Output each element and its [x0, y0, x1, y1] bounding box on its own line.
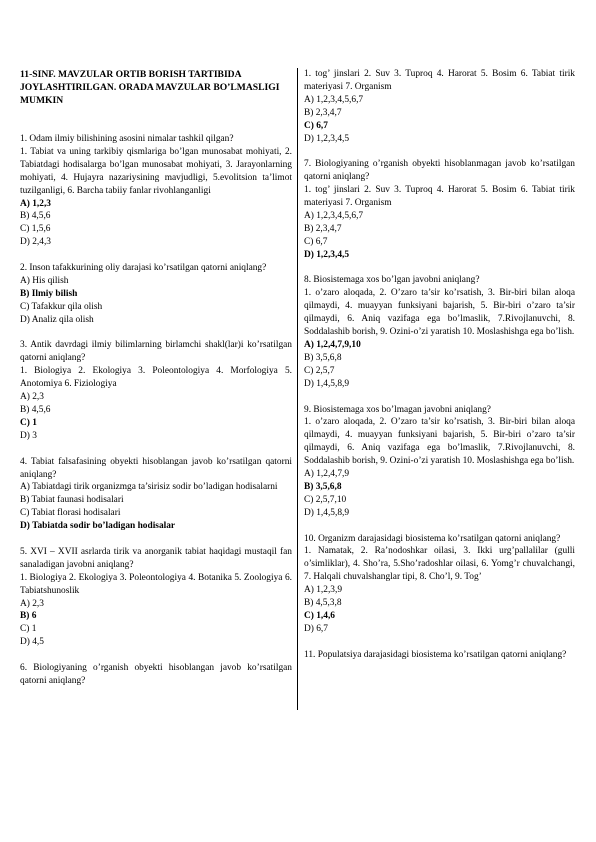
question-block [20, 339, 292, 442]
answer-option: D) 6,7 [304, 623, 328, 634]
answer-option: B) 3,5,6,8 [304, 352, 342, 363]
question-items: 1. Namatak, 2. Ra’nodoshkar oilasi, 3. Ikki urg’pallalilar (gulli o’simliklar), 4. Sho’ra, 5.Sho’radoshlar oilasi, 6. Yomg’r chuvalchangi, 7. Halqali chuvalshanglar tipi, 8. Cho’l, 9. Tog’ [304, 546, 575, 583]
question-items: 1. Tabiat va uning tarkibiy qismlariga bo’lgan munosabat mohiyati, 2. Tabiatdagi hodisalarga bo’lgan munosabat mohiyati, 3. Jarayonlarning mohiyati, 4. Hujayra nazariysining mavjudligi, 5.evolitsion ta’limot tuzilganligi, 6. Barcha tabiiy fanlar rivohlanganligi [20, 146, 292, 196]
right-column [304, 68, 575, 675]
answer-option: C) 2,5,7,10 [304, 494, 347, 505]
question-block [20, 262, 292, 327]
question-items: 1. o’zaro aloqada, 2. O’zaro ta’sir ko’rsatish, 3. Bir-biri bilan aloqa qilmaydi, 4. muayyan funksiyani bajarish, 5. Bir-biri o’zaro ta’sir qilmaydi, 6. Aniq vazifaga ega bo’lmaslik, 7.Rivojlanuvchi, 8. Soddalashib borish, 9. Ozini-o’zi yaratish 10. Moslashishga ega bo’lish. [304, 417, 575, 467]
document-title: 11-SINF. MAVZULAR ORTIB BORISH TARTIBIDA JOYLASHTIRILGAN. ORADA MAVZULAR BO’LMASLIGI MUMKIN [20, 69, 280, 106]
question-stem: 2. Inson tafakkurining oliy darajasi ko’rsatilgan qatorni aniqlang? [20, 263, 267, 274]
question-block [304, 68, 575, 145]
question-stem: 7. Biologiyaning o’rganish obyekti hisoblanmagan javob ko’rsatilgan qatorni aniqlang? [304, 159, 575, 183]
answer-option: B) 4,5,6 [20, 211, 51, 222]
answer-option: D) 2,4,3 [20, 237, 51, 248]
answer-option: C) 1,5,6 [20, 224, 51, 235]
question-stem: 4. Tabiat falsafasining obyekti hisoblangan javob ko’rsatilgan qatorni aniqlang? [20, 456, 292, 480]
answer-option-correct: B) 3,5,6,8 [304, 481, 342, 492]
question-stem: 3. Antik davrdagi ilmiy bilimlarning birlamchi shakl(lar)i ko’rsatilgan qatorni aniqlang? [20, 340, 292, 364]
question-block [304, 533, 575, 636]
column-divider [297, 68, 298, 710]
answer-option: A) Tabiatdagi tirik organizmga ta’sirisiz sodir bo’ladigan hodisalarni [20, 482, 278, 493]
question-block [304, 404, 575, 520]
answer-option: B) 2,3,4,7 [304, 223, 342, 234]
question-items: 1. Biologiya 2. Ekologiya 3. Poleontologiya 4. Morfologiya 5. Anotomiya 6. Fiziologiya [20, 366, 292, 390]
answer-option: A) 2,3 [20, 392, 44, 403]
answer-option-correct: C) 1,4,6 [304, 611, 335, 621]
question-block [20, 456, 292, 533]
answer-option: B) 2,3,4,7 [304, 107, 342, 118]
answer-option: A) 1,2,4,7,9 [304, 469, 350, 480]
answer-option: B) Tabiat faunasi hodisalari [20, 495, 124, 506]
answer-option: C) 1 [20, 624, 37, 635]
answer-option-correct: B) Ilmiy bilish [20, 288, 78, 299]
question-items: 1. tog’ jinslari 2. Suv 3. Tuproq 4. Harorat 5. Bosim 6. Tabiat tirik materiyasi 7. Organism [304, 185, 575, 209]
answer-option-correct: A) 1,2,3 [20, 198, 51, 209]
left-question-list [20, 133, 292, 688]
question-stem: 1. Odam ilmiy bilishining asosini nimalar tashkil qilgan? [20, 134, 234, 144]
answer-option: A) His qilish [20, 275, 69, 286]
question-stem: 8. Biosistemaga xos bo’lgan javobni aniqlang? [304, 275, 480, 286]
question-block [20, 662, 292, 688]
answer-option: D) Analiz qila olish [20, 314, 94, 325]
question-stem: 9. Biosistemaga xos bo’lmagan javobni aniqlang? [304, 404, 491, 415]
answer-option-correct: D) 1,2,3,4,5 [304, 249, 350, 260]
answer-option: B) 4,5,6 [20, 405, 51, 415]
question-items: 1. Biologiya 2. Ekologiya 3. Poleontologiya 4. Botanika 5. Zoologiya 6. Tabiatshunoslik [20, 572, 292, 596]
question-block [304, 158, 575, 261]
answer-option-correct: D) Tabiatda sodir bo’ladigan hodisalar [20, 521, 176, 532]
answer-option-correct: C) 1 [20, 417, 37, 428]
answer-option-correct: A) 1,2,4,7,9,10 [304, 340, 361, 350]
answer-option-correct: C) 6,7 [304, 120, 328, 131]
question-stem: 10. Organizm darajasidagi biosistema ko’rsatilgan qatorni aniqlang? [304, 533, 561, 544]
question-block [20, 546, 292, 649]
answer-option: B) 4,5,3,8 [304, 598, 342, 609]
answer-option: D) 4,5 [20, 637, 44, 648]
question-stem: 11. Populatsiya darajasidagi biosistema ko’rsatilgan qatorni aniqlang? [304, 649, 567, 660]
answer-option: A) 2,3 [20, 598, 44, 609]
answer-option-correct: B) 6 [20, 611, 37, 622]
answer-option: A) 1,2,3,4,5,6,7 [304, 94, 364, 105]
question-block [304, 274, 575, 390]
answer-option: C) 2,5,7 [304, 365, 335, 376]
left-column [20, 68, 292, 701]
question-stem: 5. XVI – XVII asrlarda tirik va anorganik tabiat haqidagi mustaqil fan sanaladigan javobni aniqlang? [20, 546, 292, 570]
question-block [304, 649, 575, 662]
answer-option: D) 1,2,3,4,5 [304, 133, 350, 144]
question-items: 1. tog’ jinslari 2. Suv 3. Tuproq 4. Harorat 5. Bosim 6. Tabiat tirik materiyasi 7. Organism [304, 69, 575, 92]
answer-option: D) 1,4,5,8,9 [304, 507, 350, 518]
answer-option: A) 1,2,3,9 [304, 585, 343, 596]
answer-option: D) 3 [20, 430, 37, 441]
question-block [20, 133, 292, 249]
right-question-list [304, 68, 575, 662]
answer-option: C) 6,7 [304, 236, 328, 247]
answer-option: C) Tafakkur qila olish [20, 301, 103, 312]
question-stem: 6. Biologiyaning o’rganish obyekti hisoblangan javob ko’rsatilgan qatorni aniqlang? [20, 663, 292, 686]
answer-option: C) Tabiat florasi hodisalari [20, 508, 121, 519]
answer-option: D) 1,4,5,8,9 [304, 378, 350, 389]
answer-option: A) 1,2,3,4,5,6,7 [304, 210, 364, 221]
question-items: 1. o’zaro aloqada, 2. O’zaro ta’sir ko’rsatish, 3. Bir-biri bilan aloqa qilmaydi, 4. muayyan funksiyani bajarish, 5. Bir-biri o’zaro ta’sir qilmaydi, 6. Aniq vazifaga ega bo’lmaslik, 7.Rivojlanuvchi, 8. Soddalashib borish, 9. Ozini-o’zi yaratish 10. Moslashishga ega bo’lish. [304, 288, 575, 338]
